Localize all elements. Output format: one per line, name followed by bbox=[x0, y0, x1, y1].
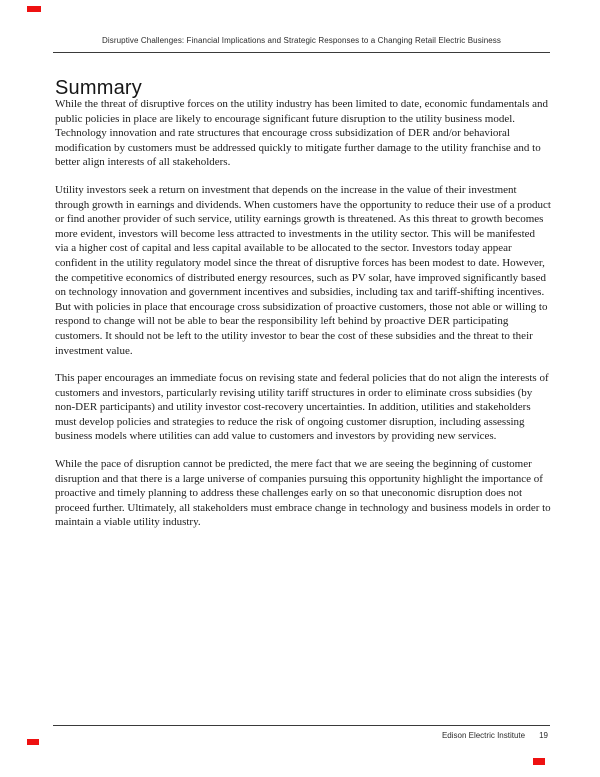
footer-rule bbox=[53, 725, 550, 726]
body-paragraph: This paper encourages an immediate focus on revising state and federal policies that do not align the interests of customers and investors, particularly revising utility tariff structures in order to eliminate cross subsidies (by non-DER participants) and utility investor cost-recovery uncertainties. In addition, utilities and stakeholders must develop policies and strategies to reduce the risk of ongoing customer disruption, including assessing business models where utilities can add value to customers and investors by providing new services. bbox=[55, 372, 549, 443]
body-paragraph: Utility investors seek a return on investment that depends on the increase in the value of their investment through growth in earnings and dividends. When customers have the opportunity to reduce their use of a product or find another provider of such service, utility earnings growth is threatened. As this threat to growth becomes more evident, investors will become less attracted to investments in the utility sector. This will be manifested via a higher cost of capital and less capital available to be allocated to the sector. Investors today appear confident in the utility regulatory model since the threat of disruptive forces has been modest to date. However, the competitive economics of distributed energy resources, such as PV solar, have improved significantly based on technology innovation and government incentives and subsidies, including tax and tariff-shifting incentives. But with policies in place that encourage cross subsidization of proactive customers, those not able or willing to respond to change will not be able to bear the responsibility left behind by proactive DER participating customers. It should not be left to the utility investor to bear the cost of these subsidies and the threat to their investment value. bbox=[55, 183, 551, 357]
footer-publisher: Edison Electric Institute bbox=[441, 731, 526, 740]
red-crop-mark-bottom-left bbox=[27, 739, 39, 745]
page-title: Summary bbox=[55, 77, 142, 100]
body-text bbox=[55, 97, 551, 543]
header-rule bbox=[53, 52, 550, 53]
body-paragraph: While the threat of disruptive forces on the utility industry has been limited to date, economic fundamentals and public policies in place are likely to encourage significant future disruption to the utility business model. Technology innovation and rate structures that encourage cross subsidization of DER and/or behavioral modification by customers must be addressed quickly to mitigate further damage to the utility franchise and to better align interests of all stakeholders. bbox=[55, 98, 549, 169]
page-footer bbox=[53, 731, 548, 740]
footer-page-number: 19 bbox=[539, 731, 548, 740]
red-crop-mark-bottom-right bbox=[533, 758, 545, 765]
body-paragraph: While the pace of disruption cannot be predicted, the mere fact that we are seeing the beginning of customer disruption and that there is a large universe of companies pursuing this opportunity highlight the importance of proactive and timely planning to address these challenges early on so that uneconomic disruption does not proceed further. Ultimately, all stakeholders must embrace change in technology and business models in order to maintain a viable utility industry. bbox=[55, 458, 551, 529]
red-crop-mark-top-left bbox=[27, 6, 41, 12]
running-header-title: Disruptive Challenges: Financial Implications and Strategic Responses to a Changing Retail Electric Business bbox=[102, 36, 501, 45]
